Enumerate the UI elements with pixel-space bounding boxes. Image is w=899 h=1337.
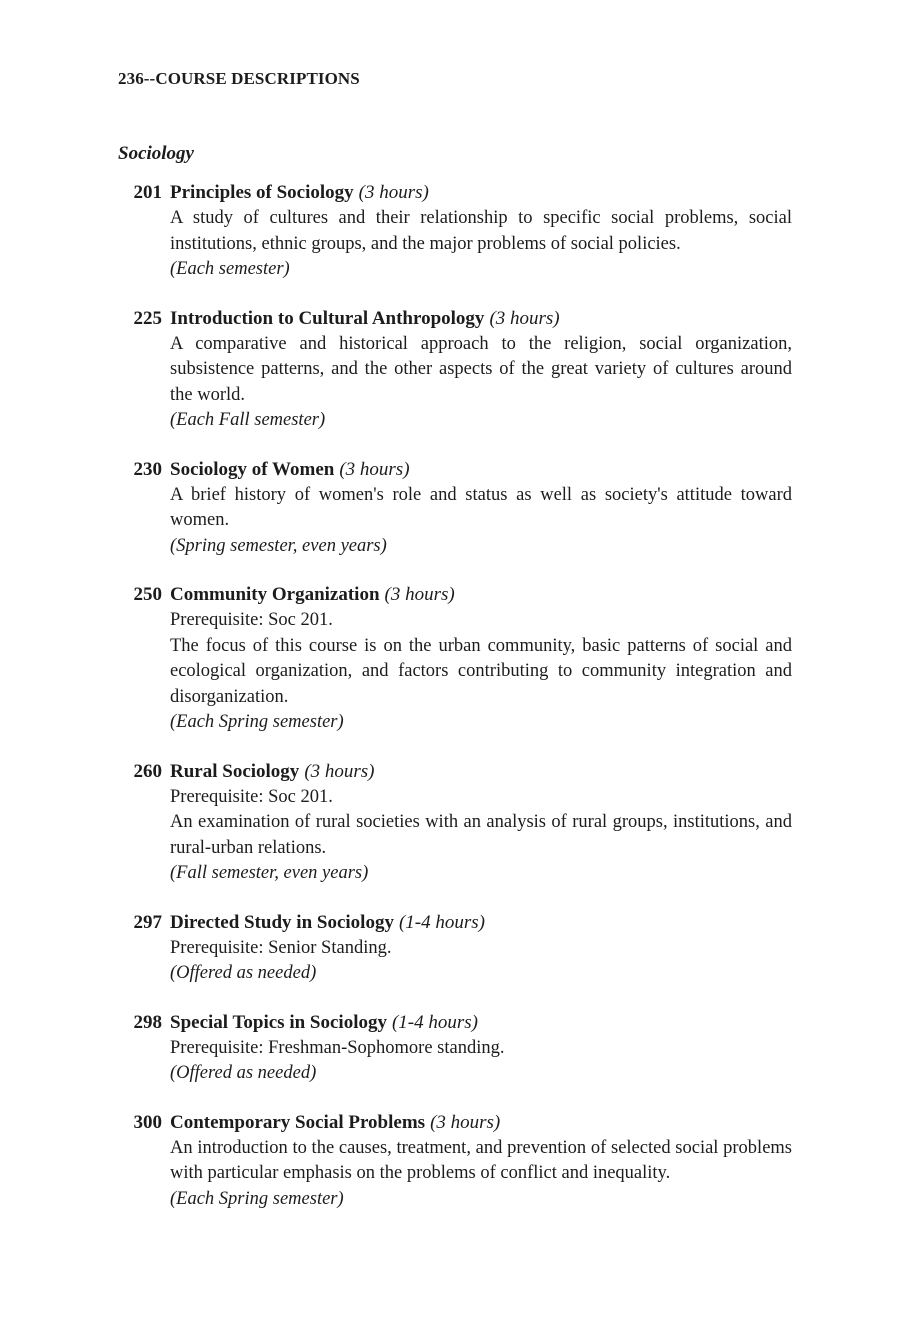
course-heading bbox=[112, 1110, 792, 1136]
course-entry bbox=[112, 306, 792, 434]
course-number: 300 bbox=[133, 1111, 162, 1133]
course-hours: (1-4 hours) bbox=[391, 1011, 479, 1033]
course-number: 298 bbox=[133, 1011, 162, 1033]
course-body bbox=[170, 1036, 792, 1087]
course-body bbox=[170, 785, 792, 887]
course-number: 225 bbox=[133, 307, 162, 329]
course-offered: (Each Fall semester) bbox=[170, 410, 326, 430]
course-heading bbox=[112, 759, 792, 785]
course-hours: (3 hours) bbox=[339, 458, 410, 480]
course-title: Contemporary Social Problems bbox=[170, 1111, 426, 1133]
course-entry bbox=[112, 1110, 792, 1213]
course-title: Sociology of Women bbox=[170, 458, 335, 480]
course-title: Rural Sociology bbox=[170, 760, 300, 782]
course-prerequisite: Prerequisite: Soc 201. bbox=[170, 610, 333, 630]
course-number: 297 bbox=[133, 911, 162, 933]
course-body bbox=[170, 608, 792, 736]
course-offered: (Each Spring semester) bbox=[170, 712, 344, 732]
course-description: A study of cultures and their relationship to specific social problems, social institutions, ethnic groups, and the major problems of social policies. bbox=[170, 208, 792, 254]
course-entry bbox=[112, 1010, 792, 1087]
course-body bbox=[170, 206, 792, 283]
course-hours: (3 hours) bbox=[489, 307, 560, 329]
course-entry bbox=[112, 910, 792, 987]
course-description: The focus of this course is on the urban community, basic patterns of social and ecological organization, and factors contributing to community integration and disorganization. bbox=[170, 635, 792, 707]
course-heading bbox=[112, 180, 792, 206]
course-title: Principles of Sociology bbox=[170, 182, 354, 203]
course-heading bbox=[112, 1010, 792, 1036]
course-offered: (Spring semester, even years) bbox=[170, 535, 387, 556]
course-heading bbox=[112, 582, 792, 608]
running-head: 236--COURSE DESCRIPTIONS bbox=[118, 69, 360, 88]
course-title: Community Organization bbox=[170, 584, 380, 605]
course-hours: (3 hours) bbox=[384, 584, 455, 605]
course-hours: (3 hours) bbox=[304, 760, 375, 782]
course-prerequisite: Prerequisite: Soc 201. bbox=[170, 786, 333, 807]
course-offered: (Fall semester, even years) bbox=[170, 863, 369, 883]
course-description: An introduction to the causes, treatment, and prevention of selected social problems with particular emphasis on the problems of conflict and inequality. bbox=[170, 1137, 792, 1183]
course-title: Introduction to Cultural Anthropology bbox=[170, 307, 485, 329]
course-heading bbox=[112, 910, 792, 936]
course-number: 201 bbox=[133, 182, 162, 203]
course-body bbox=[170, 936, 792, 987]
course-offered: (Each semester) bbox=[170, 259, 290, 279]
course-title: Directed Study in Sociology bbox=[170, 911, 394, 933]
course-prerequisite: Prerequisite: Senior Standing. bbox=[170, 937, 392, 958]
course-offered: (Each Spring semester) bbox=[170, 1188, 344, 1209]
course-entry bbox=[112, 582, 792, 736]
course-hours: (1-4 hours) bbox=[398, 911, 485, 933]
course-description: A comparative and historical approach to the religion, social organization, subsistence patterns, and the other aspects of the great variety of cultures around the world. bbox=[170, 333, 792, 405]
course-number: 250 bbox=[133, 584, 162, 605]
course-description: A brief history of women's role and status as well as society's attitude toward women. bbox=[170, 484, 792, 530]
course-title: Special Topics in Sociology bbox=[170, 1011, 387, 1033]
course-description: An examination of rural societies with an analysis of rural groups, institutions, and rural-urban relations. bbox=[170, 812, 792, 858]
course-offered: (Offered as needed) bbox=[170, 963, 317, 983]
course-prerequisite: Prerequisite: Freshman-Sophomore standing. bbox=[170, 1037, 505, 1058]
course-heading bbox=[112, 306, 792, 332]
course-body bbox=[170, 332, 792, 434]
course-entry bbox=[112, 180, 792, 283]
course-hours: (3 hours) bbox=[430, 1111, 501, 1133]
course-number: 230 bbox=[133, 458, 162, 480]
course-hours: (3 hours) bbox=[358, 182, 429, 203]
course-entry bbox=[112, 457, 792, 560]
section-title: Sociology bbox=[118, 143, 194, 164]
course-offered: (Offered as needed) bbox=[170, 1063, 317, 1083]
course-number: 260 bbox=[133, 760, 162, 782]
course-body bbox=[170, 483, 792, 560]
course-body bbox=[170, 1136, 792, 1213]
course-entry bbox=[112, 759, 792, 887]
course-heading bbox=[112, 457, 792, 483]
course-list bbox=[112, 180, 792, 1235]
